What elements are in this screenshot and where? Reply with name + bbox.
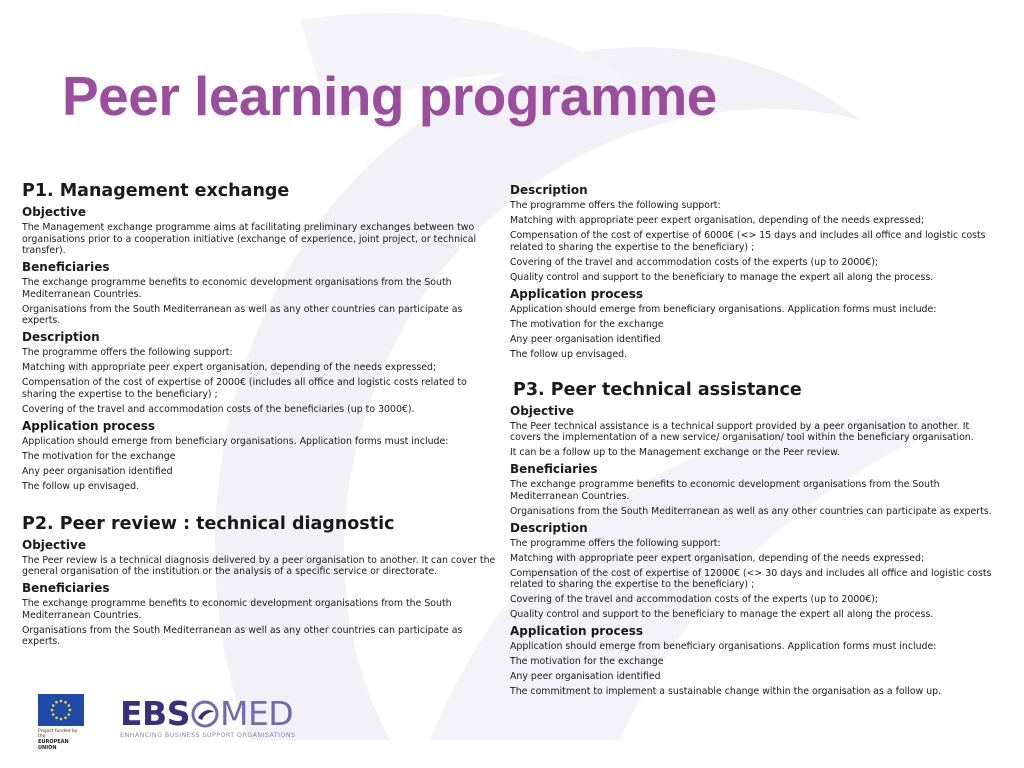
ebsomed-logo-part2: MED	[219, 694, 294, 733]
objective-label: Objective	[510, 403, 574, 418]
description-text: Quality control and support to the beneficiary to manage the expert all along the process.	[510, 271, 934, 283]
application-label: Application process	[510, 286, 644, 301]
objective-text: The Management exchange programme aims at facilitating preliminary exchanges between two organisations prior to a cooperation initiative (exchange of experience, joint project, or technical transfer).	[22, 222, 477, 256]
application-text: The commitment to implement a sustainable change within the organisation as a follow up.	[510, 686, 942, 697]
beneficiaries-text: The exchange programme benefits to economic development organisations from the South Mediterranean Countries.	[22, 277, 452, 300]
description-text: Covering of the travel and accommodation costs of the experts (up to 2000€);	[510, 594, 879, 605]
ebsomed-tagline: ENHANCING BUSINESS SUPPORT ORGANISATIONS	[120, 731, 296, 739]
eu-logo	[38, 694, 86, 751]
page-title: Peer learning programme	[62, 65, 717, 127]
application-text: The motivation for the exchange	[510, 318, 664, 330]
description-text: Covering of the travel and accommodation costs of the beneficiaries (up to 3000€).	[22, 403, 415, 415]
description-text: Compensation of the cost of expertise of 12000€ (<> 30 days and includes all office and logistic costs related to sharing the expertise to the beneficiary) ;	[510, 567, 992, 590]
ebsomed-logo	[120, 696, 295, 739]
beneficiaries-label: Beneficiaries	[22, 260, 110, 274]
description-text: Covering of the travel and accommodation costs of the experts (up to 2000€);	[510, 256, 879, 268]
section-p2-continued	[510, 183, 998, 360]
eu-flag-icon	[38, 694, 84, 726]
description-label: Description	[510, 183, 588, 197]
section-p2	[22, 514, 498, 648]
application-text: Any peer organisation identified	[510, 671, 661, 682]
beneficiaries-text: Organisations from the South Mediterranean as well as any other countries can participate as experts.	[510, 505, 992, 517]
beneficiaries-label: Beneficiaries	[510, 462, 598, 476]
description-text: Compensation of the cost of expertise of 2000€ (includes all office and logistic costs related to sharing the expertise to the beneficiary) ;	[22, 377, 467, 400]
description-label: Description	[510, 520, 588, 535]
section-heading-p3: P3. Peer technical assistance	[513, 379, 802, 400]
beneficiaries-text: Organisations from the South Mediterranean as well as any other countries can participate as experts.	[22, 624, 463, 647]
objective-text: The Peer technical assistance is a technical support provided by a peer organisation to another. It covers the implementation of a new service/ organisation/ tool within the beneficiary organisation.	[510, 420, 974, 443]
application-text: Application should emerge from beneficiary organisations. Application forms must include:	[510, 303, 937, 315]
eu-name: EUROPEAN UNION	[38, 739, 69, 751]
ebsomed-logo-part1: EBS	[120, 694, 190, 733]
description-text: The programme offers the following support:	[510, 537, 721, 549]
section-p1	[22, 181, 498, 492]
beneficiaries-label: Beneficiaries	[22, 581, 110, 595]
objective-label: Objective	[22, 537, 86, 552]
description-label: Description	[22, 330, 100, 344]
application-text: The follow up envisaged.	[22, 480, 140, 492]
eu-stars-icon	[39, 695, 83, 725]
application-text: Any peer organisation identified	[22, 465, 173, 477]
section-heading-p2: P2. Peer review : technical diagnostic	[22, 513, 395, 534]
section-p3	[510, 380, 998, 698]
eu-caption: Project funded by the	[38, 729, 78, 739]
right-column	[510, 181, 998, 701]
beneficiaries-text: Organisations from the South Mediterranean as well as any other countries can participate as experts.	[22, 303, 463, 326]
application-text: Application should emerge from beneficiary organisations. Application forms must include:	[22, 435, 449, 447]
description-text: Quality control and support to the beneficiary to manage the expert all along the process.	[510, 609, 934, 620]
description-text: Matching with appropriate peer expert organisation, depending of the needs expressed;	[22, 362, 437, 373]
beneficiaries-text: The exchange programme benefits to economic development organisations from the South Mediterranean Countries.	[510, 479, 940, 502]
beneficiaries-text: The exchange programme benefits to economic development organisations from the South Mediterranean Countries.	[22, 598, 452, 621]
application-text: Any peer organisation identified	[510, 333, 661, 345]
application-text: Application should emerge from beneficiary organisations. Application forms must include:	[510, 641, 937, 652]
application-text: The motivation for the exchange	[22, 450, 176, 462]
ebsomed-o-swirl-icon	[190, 700, 220, 728]
application-text: The motivation for the exchange	[510, 656, 664, 667]
description-text: Matching with appropriate peer expert organisation, depending of the needs expressed;	[510, 215, 925, 226]
objective-label: Objective	[22, 205, 86, 219]
section-heading-p1: P1. Management exchange	[22, 181, 290, 201]
application-label: Application process	[22, 418, 156, 433]
objective-text: It can be a follow up to the Management exchange or the Peer review.	[510, 447, 840, 458]
description-text: The programme offers the following support:	[22, 347, 233, 358]
description-text: Matching with appropriate peer expert organisation, depending of the needs expressed;	[510, 552, 925, 564]
description-text: Compensation of the cost of expertise of 6000€ (<> 15 days and includes all office and logistic costs related to sharing the expertise to the beneficiary) ;	[510, 230, 986, 253]
application-text: The follow up envisaged.	[510, 348, 628, 360]
objective-text: The Peer review is a technical diagnosis delivered by a peer organisation to another. It can cover the general organisation of the institution or the analysis of a specific service or directorate.	[22, 554, 496, 577]
description-text: The programme offers the following support:	[510, 200, 721, 211]
left-column	[22, 181, 498, 651]
application-label: Application process	[510, 624, 644, 638]
